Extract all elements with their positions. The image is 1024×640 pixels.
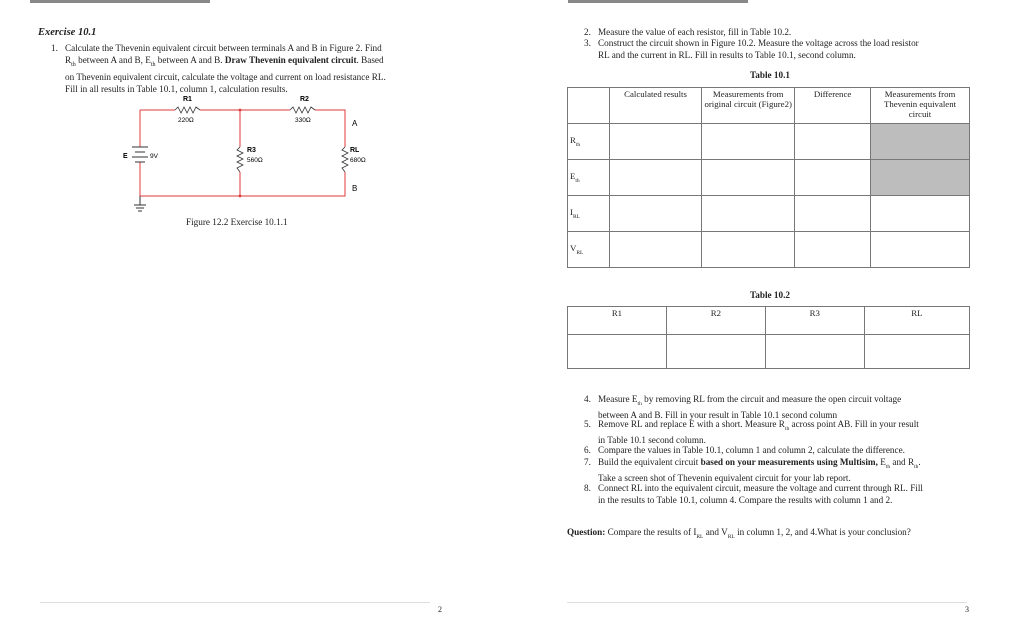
item4-text: [598, 394, 1008, 422]
table-cell[interactable]: [864, 335, 969, 369]
table1-corner: [568, 88, 610, 124]
r3-value: 560Ω: [247, 157, 263, 164]
top-edge-line: [30, 0, 210, 3]
item5-number: 5.: [584, 419, 591, 429]
table1-header: Measurements from original circuit (Figure2): [702, 88, 795, 124]
r2-value: 330Ω: [295, 117, 311, 124]
table1-header: Calculated results: [609, 88, 702, 124]
table-cell[interactable]: [871, 232, 970, 268]
table-cell[interactable]: [795, 196, 871, 232]
table2-title: Table 10.2: [750, 290, 790, 300]
row-label: $V_{RL}$: [568, 232, 610, 268]
item1-line1: Calculate the Thevenin equivalent circuit between terminals A and B in Figure 2. Find: [65, 43, 382, 53]
terminal-a-label: A: [352, 119, 358, 128]
item1-text: [65, 42, 465, 95]
page-number: 3: [965, 605, 969, 614]
item1-line3: on Thevenin equivalent circuit, calculate the voltage and current on load resistance RL.: [65, 71, 386, 82]
table1-header: Measurements from Thevenin equivalent circuit: [871, 88, 970, 124]
item1-line4: Fill in all results in Table 10.1, column 1, calculation results.: [65, 83, 288, 94]
table2-header: RL: [864, 307, 969, 335]
top-edge-line: [568, 0, 748, 3]
item6-number: 6.: [584, 445, 591, 455]
r3-resistor: [237, 147, 243, 172]
item5-line1: Remove RL and replace E with a short. Measure $R_{th}$ across point AB. Fill in your result: [598, 419, 919, 432]
table-cell[interactable]: [702, 160, 795, 196]
table-cell[interactable]: [702, 196, 795, 232]
row-label: $E_{th}$: [568, 160, 610, 196]
table-cell-disabled: [871, 124, 970, 160]
page-number: 2: [438, 605, 442, 614]
table2-header: R1: [568, 307, 667, 335]
table-cell[interactable]: [795, 124, 871, 160]
rl-resistor: [342, 147, 348, 172]
table1-header: Difference: [795, 88, 871, 124]
item4-line2: between A and B. Fill in your result in Table 10.1 second column: [598, 410, 838, 421]
table2-header: R2: [666, 307, 765, 335]
item3-line1: Construct the circuit shown in Figure 10.2. Measure the voltage across the load resistor: [598, 38, 919, 48]
item2-text: Measure the value of each resistor, fill in Table 10.2.: [598, 27, 792, 37]
exercise-title: Exercise 10.1: [38, 27, 97, 38]
table-cell[interactable]: [702, 124, 795, 160]
item5-line2: in Table 10.1 second column.: [598, 435, 706, 446]
table-cell[interactable]: [702, 232, 795, 268]
table-cell[interactable]: [568, 335, 667, 369]
item4-number: 4.: [584, 394, 591, 404]
r1-value: 220Ω: [178, 117, 194, 124]
item4-line1: Measure $E_{th}$ by removing RL from the circuit and measure the open circuit voltage: [598, 394, 902, 407]
table-row: [568, 160, 970, 196]
r1-resistor: [175, 107, 200, 113]
item7-line2: Take a screen shot of Thevenin equivalent circuit for your lab report.: [598, 473, 851, 484]
item3-number: 3.: [584, 38, 591, 48]
item3-text: [598, 38, 1008, 61]
right-page: [510, 0, 1024, 640]
item2-number: 2.: [584, 27, 591, 37]
table-10-2: [567, 306, 970, 369]
table-cell[interactable]: [609, 232, 702, 268]
item7-line1: Build the equivalent circuit based on your measurements using Multisim, $E_{th}$ and $R_{th}$.: [598, 457, 921, 470]
source-label: E: [123, 153, 128, 160]
item6-text: Compare the values in Table 10.1, column 1 and column 2, calculate the difference.: [598, 445, 905, 455]
item3-line2: RL and the current in RL. Fill in results to Table 10.1, second column.: [598, 49, 856, 60]
table-cell[interactable]: [765, 335, 864, 369]
table-row: [568, 335, 970, 369]
ground-symbol: [134, 196, 146, 211]
circuit-diagram: [115, 92, 395, 217]
r2-label: R2: [300, 96, 309, 103]
r2-resistor: [290, 107, 315, 113]
table-cell[interactable]: [609, 160, 702, 196]
item8-number: 8.: [584, 483, 591, 493]
row-label: $R_{th}$: [568, 124, 610, 160]
r3-label: R3: [247, 147, 256, 154]
footer-rule: [40, 602, 430, 603]
table-row: [568, 124, 970, 160]
table-cell[interactable]: [795, 232, 871, 268]
figure-caption: Figure 12.2 Exercise 10.1.1: [186, 217, 288, 227]
table-cell[interactable]: [795, 160, 871, 196]
r1-label: R1: [183, 96, 192, 103]
table-cell[interactable]: [871, 196, 970, 232]
item-number: 1.: [51, 43, 58, 53]
item8-text: [598, 483, 1013, 506]
table-10-1: [567, 87, 970, 268]
table2-header: R3: [765, 307, 864, 335]
table-row: [568, 196, 970, 232]
footer-rule: [567, 602, 967, 603]
table-cell[interactable]: [609, 124, 702, 160]
table1-title: Table 10.1: [750, 70, 790, 80]
row-label: $I_{RL}$: [568, 196, 610, 232]
table-cell[interactable]: [609, 196, 702, 232]
rl-value: 680Ω: [350, 157, 366, 164]
table-row: [568, 232, 970, 268]
junction-dot: [239, 195, 242, 198]
junction-dot: [239, 109, 242, 112]
item7-text: [598, 457, 1013, 485]
item8-line2: in the results to Table 10.1, column 4. Compare the results with column 1 and 2.: [598, 494, 893, 505]
question-text: Question: Compare the results of $I_{RL}$ and $V_{RL}$ in column 1, 2, and 4.What is your conclusion?: [567, 527, 911, 540]
item1-line2: $R_{th}$ between A and B, $E_{th}$ between A and B. Draw Thevenin equivalent circuit. Based: [65, 55, 384, 68]
source-value: 9V: [150, 153, 158, 160]
table-cell-disabled: [871, 160, 970, 196]
item8-line1: Connect RL into the equivalent circuit, measure the voltage and current through RL. Fill: [598, 483, 923, 493]
left-page: [0, 0, 500, 640]
terminal-b-label: B: [352, 184, 358, 193]
item7-number: 7.: [584, 457, 591, 467]
table-cell[interactable]: [666, 335, 765, 369]
rl-label: RL: [350, 147, 360, 154]
item5-text: [598, 419, 1008, 447]
battery-symbol: [132, 147, 148, 162]
